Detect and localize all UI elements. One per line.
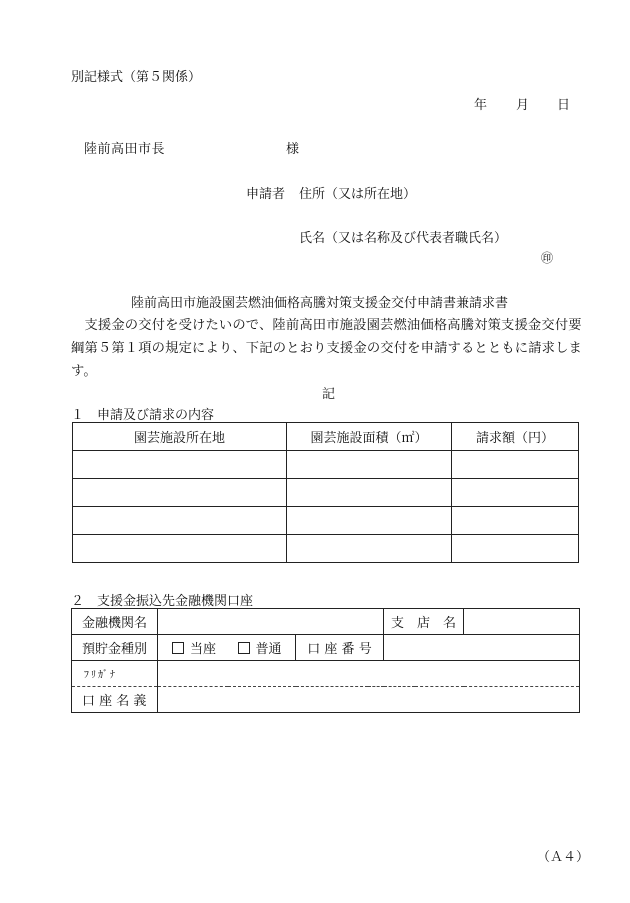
document-title: 陸前高田市施設園芸燃油価格高騰対策支援金交付申請書兼請求書: [131, 296, 509, 311]
seal-mark: ㊞: [541, 251, 554, 265]
current-account-option[interactable]: [158, 635, 228, 661]
table-row: [73, 479, 579, 507]
table-row: [73, 451, 579, 479]
recipient-name: 陸前高田市長: [84, 142, 166, 157]
location-cell[interactable]: [73, 451, 287, 479]
column-header: 園芸施設面積（㎡）: [287, 423, 452, 451]
applicant-label: 申請者: [246, 187, 286, 202]
table-row: [73, 507, 579, 535]
account-number-label: 口 座 番 号: [296, 635, 384, 661]
checkbox-icon[interactable]: [238, 642, 250, 654]
date-month-label: 月: [516, 98, 530, 113]
checkbox-icon[interactable]: [172, 642, 184, 654]
table-row: [73, 535, 579, 563]
bank-name-label: 金融機関名: [72, 609, 158, 635]
recipient-honorific: 様: [286, 142, 300, 157]
location-cell[interactable]: [73, 507, 287, 535]
furigana-row: [72, 661, 580, 687]
amount-cell[interactable]: [452, 451, 579, 479]
account-type-label: 預貯金種別: [72, 635, 158, 661]
paper-size-note: （Ａ４）: [537, 850, 590, 865]
branch-name-label: 支 店 名: [384, 609, 464, 635]
holder-row: [72, 687, 580, 713]
amount-cell[interactable]: [452, 479, 579, 507]
area-cell[interactable]: [287, 535, 452, 563]
ki-heading: 記: [322, 387, 336, 402]
account-number-field[interactable]: [384, 635, 580, 661]
account-holder-label: 口 座 名 義: [72, 687, 158, 713]
account-holder-field[interactable]: [158, 687, 580, 713]
address-label: 住所（又は所在地）: [299, 187, 417, 202]
location-cell[interactable]: [73, 535, 287, 563]
area-cell[interactable]: [287, 451, 452, 479]
furigana-label: ﾌﾘｶﾞﾅ: [72, 661, 158, 687]
date-year-label: 年: [474, 98, 488, 113]
table-header-row: [73, 423, 579, 451]
area-cell[interactable]: [287, 507, 452, 535]
location-cell[interactable]: [73, 479, 287, 507]
ordinary-account-label: 普通: [255, 642, 282, 657]
section1-heading: １ 申請及び請求の内容: [71, 408, 215, 423]
area-cell[interactable]: [287, 479, 452, 507]
column-header: 請求額（円）: [452, 423, 579, 451]
account-type-row: [72, 635, 580, 661]
branch-name-field[interactable]: [464, 609, 580, 635]
form-reference: 別記様式（第５関係）: [71, 70, 202, 85]
bank-name-field[interactable]: [158, 609, 384, 635]
request-content-table: [72, 422, 579, 563]
bank-row: [72, 609, 580, 635]
amount-cell[interactable]: [452, 535, 579, 563]
section2-heading: ２ 支援金振込先金融機関口座: [71, 594, 254, 609]
amount-cell[interactable]: [452, 507, 579, 535]
furigana-field[interactable]: [158, 661, 580, 687]
ordinary-account-option[interactable]: [228, 635, 296, 661]
current-account-label: 当座: [190, 642, 217, 657]
body-paragraph: 支援金の交付を受けたいので、陸前高田市施設園芸燃油価格高騰対策支援金交付要綱第５第１項の規定により、下記のとおり支援金の交付を申請するとともに請求します。: [71, 318, 582, 379]
name-label: 氏名（又は名称及び代表者職氏名）: [299, 231, 508, 246]
column-header: 園芸施設所在地: [73, 423, 287, 451]
date-day-label: 日: [557, 98, 571, 113]
bank-account-table: [71, 608, 580, 713]
